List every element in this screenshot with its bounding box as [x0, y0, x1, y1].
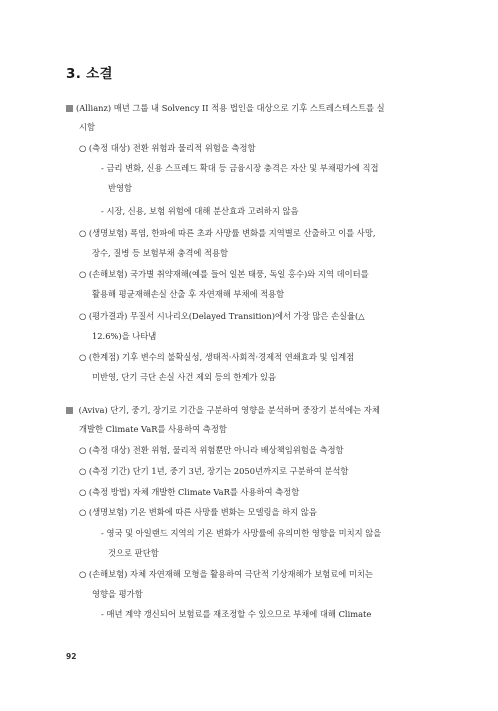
circle-bullet-icon: ○ — [79, 569, 87, 579]
allianz-item-5-line-1: (한계점) 기후 변수의 불확실성, 생태적·사회적·경제적 연쇄효과 및 임계점 — [88, 352, 355, 362]
aviva-item-5-line-2: 영향을 평가함 — [92, 589, 143, 599]
allianz-text-line-2: 시함 — [79, 122, 96, 132]
square-bullet-icon — [66, 405, 76, 415]
circle-bullet-icon: ○ — [79, 507, 87, 517]
aviva-item-5 — [79, 568, 421, 580]
allianz-item-2-line-2: 장수, 질병 등 보험부채 충격에 적용함 — [92, 248, 229, 258]
allianz-item-1-sub-1-line-1: 금리 변화, 신용 스프레드 확대 등 금융시장 충격은 자산 및 부채평가에 직접 — [106, 163, 379, 173]
aviva-paragraph-line-1 — [66, 404, 421, 416]
allianz-item-1-sub-1-line-2: 반영함 — [108, 183, 133, 193]
allianz-item-1-sub-2 — [101, 205, 421, 217]
circle-bullet-icon: ○ — [79, 445, 87, 455]
aviva-item-4-sub-1-line-2: 것으로 판단함 — [108, 548, 159, 558]
dash-bullet-icon: - — [101, 609, 104, 619]
allianz-item-3-line-2: 활용해 평균재해손실 산출 후 자연재해 부채에 적용함 — [92, 289, 285, 299]
aviva-item-1 — [79, 444, 421, 456]
aviva-item-5-line-1: (손해보험) 자체 자연재해 모형을 활용하여 극단적 기상재해가 보험료에 미치는 — [88, 569, 373, 579]
allianz-item-5-line-2: 미반영, 단기 극단 손실 사건 제외 등의 한계가 있음 — [92, 372, 277, 382]
aviva-text-line-1: (Aviva) 단기, 중기, 장기로 기간을 구분하여 영향을 분석하며 중장기 분석에는 자체 — [78, 405, 380, 415]
circle-bullet-icon: ○ — [79, 487, 87, 497]
allianz-item-1 — [79, 142, 421, 154]
aviva-text-line-2: 개발한 Climate VaR를 사용하여 측정함 — [79, 424, 227, 434]
allianz-item-1-text: (측정 대상) 전환 위험과 물리적 위험을 측정함 — [88, 143, 256, 153]
aviva-item-2-text: (측정 기간) 단기 1년, 중기 3년, 장기는 2050년까지로 구분하여 분석함 — [88, 466, 349, 476]
allianz-item-1-sub-2-line-1: 시장, 신용, 보험 위험에 대해 분산효과 고려하지 않음 — [106, 206, 299, 216]
circle-bullet-icon: ○ — [79, 466, 87, 476]
allianz-paragraph-line-1 — [66, 102, 421, 114]
section-heading: 3. 소결 — [66, 66, 113, 82]
allianz-item-4 — [79, 310, 421, 322]
allianz-item-4-line-2: 12.6%)을 나타냄 — [92, 331, 157, 341]
dash-bullet-icon: - — [101, 206, 104, 216]
dash-bullet-icon: - — [101, 528, 104, 538]
allianz-item-1-sub-1 — [101, 162, 421, 174]
allianz-item-3 — [79, 268, 421, 280]
aviva-item-4-text: (생명보험) 기온 변화에 따른 사망률 변화는 모델링을 하지 않음 — [88, 507, 317, 517]
circle-bullet-icon: ○ — [79, 269, 87, 279]
aviva-item-4-sub-1-line-1: 영국 및 아일랜드 지역의 기온 변화가 사망률에 유의미한 영향을 미치지 않을 — [106, 528, 382, 538]
aviva-item-3-text: (측정 방법) 자체 개발한 Climate VaR를 사용하여 측정함 — [88, 487, 300, 497]
dash-bullet-icon: - — [101, 163, 104, 173]
allianz-text-line-1: (Allianz) 매년 그룹 내 Solvency II 적용 법인을 대상으로 기후 스트레스테스트를 실 — [76, 103, 385, 113]
circle-bullet-icon: ○ — [79, 228, 87, 238]
allianz-item-2-line-1: (생명보험) 폭염, 한파에 따른 초과 사망률 변화를 지역별로 산출하고 이를 사망, — [88, 228, 376, 238]
allianz-item-2 — [79, 227, 421, 239]
square-bullet-icon — [66, 102, 76, 114]
circle-bullet-icon: ○ — [79, 352, 87, 362]
allianz-item-5 — [79, 351, 421, 363]
aviva-item-2 — [79, 465, 421, 477]
aviva-item-5-sub-1 — [101, 608, 421, 620]
circle-bullet-icon: ○ — [79, 311, 87, 321]
aviva-item-5-sub-1-line-1: 매년 계약 갱신되어 보험료를 재조정할 수 있으므로 부채에 대해 Climate — [106, 609, 372, 619]
aviva-item-3 — [79, 486, 421, 498]
page-number: 92 — [66, 652, 77, 661]
circle-bullet-icon: ○ — [79, 143, 87, 153]
aviva-item-1-text: (측정 대상) 전환 위험, 물리적 위험뿐만 아니라 배상책임위험을 측정함 — [88, 445, 344, 455]
allianz-item-4-line-1: (평가결과) 무질서 시나리오(Delayed Transition)에서 가장 많은 손실율(△ — [88, 311, 365, 321]
aviva-item-4-sub-1 — [101, 527, 421, 539]
allianz-item-3-line-1: (손해보험) 국가별 취약재해(예를 들어 일본 태풍, 독일 홍수)와 지역 데이터를 — [88, 269, 369, 279]
aviva-item-4 — [79, 506, 421, 518]
